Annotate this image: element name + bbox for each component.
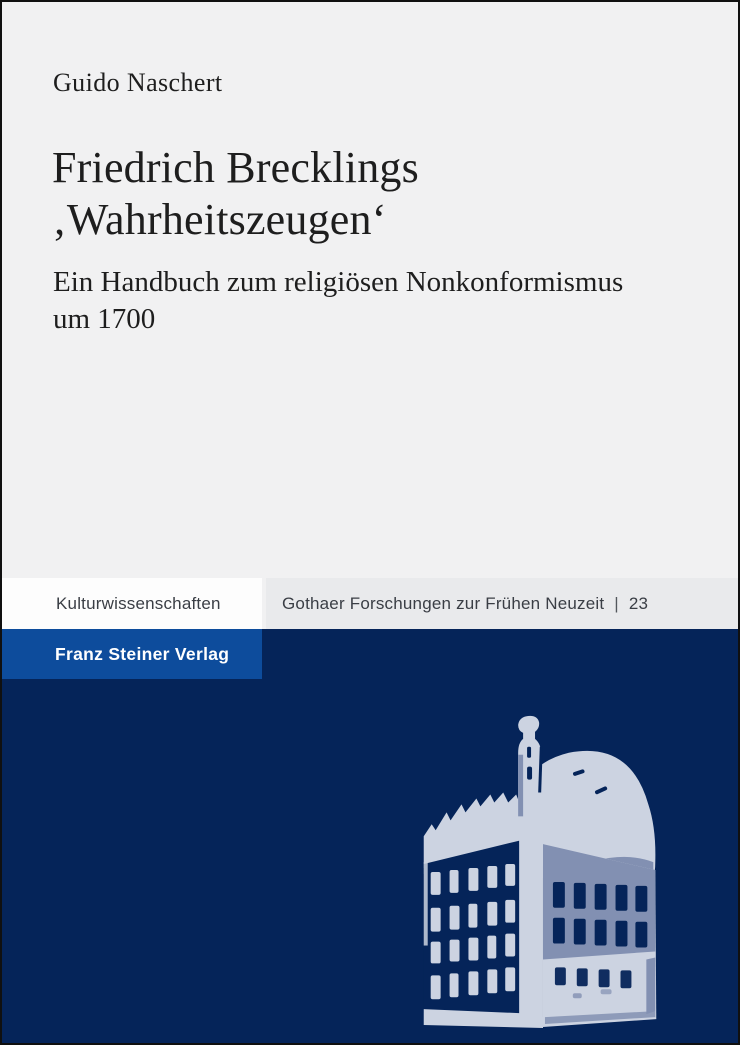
category-label: Kulturwissenschaften — [56, 593, 221, 613]
subtitle-line-2: um 1700 — [53, 303, 156, 335]
publisher-name: Franz Steiner Verlag — [55, 643, 230, 664]
series-band — [2, 578, 738, 629]
publisher-box — [2, 629, 262, 679]
book-subtitle — [53, 264, 623, 338]
corner-strip — [519, 836, 543, 1025]
building-illustration — [423, 713, 659, 1031]
cover-bottom — [2, 629, 738, 1043]
tower — [518, 716, 544, 822]
left-facade — [424, 840, 521, 1013]
category-box — [2, 578, 262, 629]
title-line-1: Friedrich Brecklings — [52, 143, 419, 192]
title-line-2: ‚Wahrheitszeugen‘ — [52, 195, 387, 244]
series-volume-number: 23 — [628, 593, 649, 613]
subtitle-line-1: Ein Handbuch zum religiösen Nonkonformismus — [53, 266, 624, 298]
series-label: Gothaer Forschungen zur Frühen Neuzeit — [282, 593, 605, 613]
series-box — [266, 578, 738, 629]
author-name: Guido Naschert — [53, 68, 223, 97]
right-facade — [543, 844, 656, 1027]
series-separator: | — [614, 593, 619, 613]
book-title — [52, 142, 419, 246]
